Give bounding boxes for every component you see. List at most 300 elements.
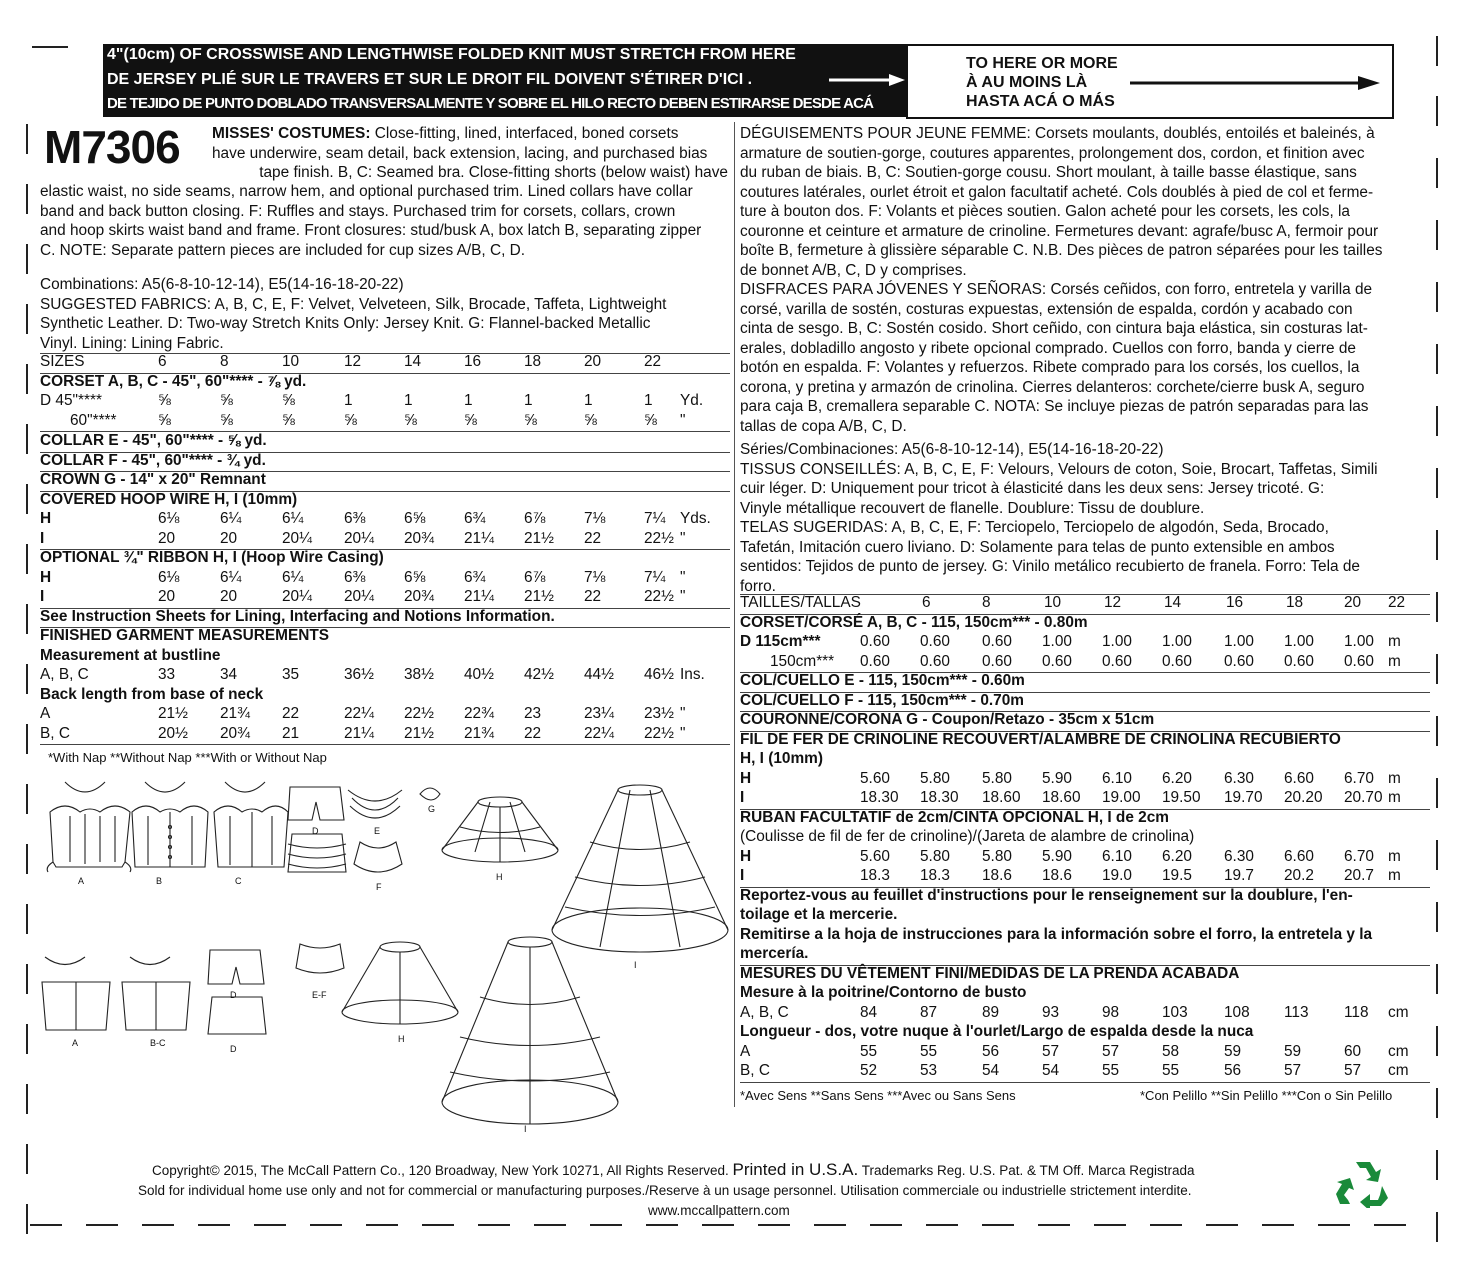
table-heading: RUBAN FACULTATIF de 2cm/CINTA OPCIONAL H, I de 2cm	[740, 808, 1169, 826]
table-heading: COURONNE/CORONA G - Coupon/Retazo - 35cm x 51cm	[740, 711, 1155, 728]
table-heading: Back length from base of neck	[40, 685, 264, 703]
dash-segment	[1318, 1224, 1350, 1226]
dash-segment	[702, 1224, 734, 1226]
table-cell: 20.7	[1344, 867, 1374, 884]
hoop-h-back-sketch	[342, 942, 458, 1024]
table-cell: 6¼	[220, 510, 242, 527]
arrow-right-icon	[1130, 75, 1380, 91]
description-text: forro.	[740, 577, 776, 595]
printed-in-text: Printed in U.S.A.	[732, 1160, 859, 1179]
dash-segment	[142, 1224, 174, 1226]
table-cell: cm	[1388, 1062, 1409, 1079]
size-header: 14	[1164, 594, 1182, 611]
suggested-fabrics: Synthetic Leather. D: Two-way Stretch Knits Only: Jersey Knit. G: Flannel-backed Metallic	[40, 315, 651, 332]
dash-segment	[926, 1224, 958, 1226]
table-cell: cm	[1388, 1003, 1409, 1021]
table-cell: 93	[1042, 1003, 1060, 1021]
table-cell: 40½	[464, 666, 494, 683]
table-cell: 5.80	[920, 847, 950, 865]
dash-segment	[26, 124, 28, 154]
row-label: A, B, C	[740, 1003, 789, 1021]
table-cell: 20¼	[344, 588, 374, 605]
table-cell: m	[1388, 652, 1401, 670]
description-text: DÉGUISEMENTS POUR JEUNE FEMME: Corsets moulants, doublés, entoilés et baleinés, à	[740, 125, 1375, 142]
row-label: B, C	[740, 1062, 770, 1079]
hoop-skirt-i-sketch	[552, 785, 728, 952]
table-heading: FINISHED GARMENT MEASUREMENTS	[40, 627, 330, 644]
dash-segment	[1436, 902, 1438, 932]
row-label: TAILLES/TALLAS	[740, 594, 861, 611]
row-label: A	[40, 705, 51, 722]
dash-segment	[198, 1224, 230, 1226]
table-cell: 6⅞	[524, 568, 546, 586]
table-cell: "	[680, 705, 686, 722]
size-header: 14	[404, 353, 422, 370]
description-text: and hoop skirts waist band and frame. Front closures: stud/busk A, box latch B, separating zipper	[40, 222, 702, 239]
table-cell: 6¼	[282, 510, 304, 527]
size-header: 16	[1226, 594, 1244, 611]
size-header: 6	[158, 353, 167, 370]
table-cell: 21¼	[464, 588, 494, 605]
table-cell: 20	[158, 529, 176, 547]
table-cell: 5.80	[982, 847, 1012, 865]
combinations: Combinations: A5(6-8-10-12-14), E5(14-16-18-20-22)	[40, 276, 404, 293]
table-cell: 6⅝	[404, 568, 426, 586]
table-heading: Reportez-vous au feuillet d'instructions pour le renseignement sur la doublure, l'en-	[740, 886, 1353, 904]
description-title: MISSES' COSTUMES:	[212, 125, 371, 142]
dash-segment	[26, 184, 28, 214]
row-label: B, C	[40, 724, 70, 742]
dash-segment	[86, 1224, 118, 1226]
divider	[740, 1082, 1430, 1083]
table-cell: 118	[1344, 1003, 1369, 1021]
table-cell: 19.70	[1224, 789, 1263, 806]
sketch-label: D	[230, 1044, 237, 1054]
table-cell: Ins.	[680, 666, 705, 683]
table-cell: 22½	[644, 588, 674, 605]
description-text: Tafetán, Imitación cuero liviano. D: Solamente para telas de punto extensible en ambos	[740, 538, 1335, 556]
description-text: have underwire, seam detail, back extension, lacing, and purchased bias	[212, 144, 708, 162]
table-cell: ⅝	[464, 411, 477, 429]
row-label: A, B, C	[40, 666, 89, 683]
table-cell: 0.60	[1042, 652, 1072, 670]
table-heading: COL/CUELLO F - 115, 150cm*** - 0.70m	[740, 691, 1024, 709]
description-text: tallas de copa A/B, C, D.	[740, 417, 907, 435]
table-cell: ⅝	[220, 392, 233, 409]
table-cell: 89	[982, 1003, 1000, 1021]
description-text: ture à bouton dos. F: Volants et pièces soutien. Galon acheté pour les corsets, les cols, la	[740, 203, 1350, 220]
table-cell: 33	[158, 666, 176, 683]
table-cell: 19.50	[1162, 789, 1201, 806]
dash-segment	[1094, 1224, 1126, 1226]
table-cell: 20.2	[1284, 867, 1314, 884]
table-cell: 23½	[644, 705, 674, 722]
table-cell: 55	[1162, 1062, 1180, 1079]
target-line-fr: À AU MOINS LÀ	[966, 74, 1088, 91]
table-cell: 0.60	[982, 633, 1012, 650]
stretch-line-es: DE TEJIDO DE PUNTO DOBLADO TRANSVERSALMENTE Y SOBRE EL HILO RECTO DEBEN ESTIRARSE DESDE ACÁ	[107, 95, 874, 112]
table-cell: 6.30	[1224, 769, 1254, 787]
table-cell: 0.60	[860, 633, 890, 650]
sketch-label: H	[496, 872, 503, 882]
table-cell: m	[1388, 867, 1401, 884]
table-cell: 20¼	[344, 529, 374, 547]
table-cell: 1	[524, 392, 533, 409]
stretch-line-en: 4"(10cm) OF CROSSWISE AND LENGTHWISE FOLDED KNIT MUST STRETCH FROM HERE	[107, 46, 796, 63]
dash-segment	[1436, 158, 1438, 188]
table-cell: 21½	[524, 588, 554, 605]
recycle-icon	[1336, 1158, 1390, 1208]
size-header: 10	[282, 353, 300, 370]
table-heading: MESURES DU VÊTEMENT FINI/MEDIDAS DE LA PRENDA ACABADA	[740, 964, 1240, 982]
table-cell: 22	[584, 588, 602, 605]
english-fabrics	[40, 275, 730, 353]
table-cell: 6.10	[1102, 847, 1132, 865]
table-cell: 7⅛	[584, 510, 606, 527]
table-cell: 23¼	[584, 705, 614, 722]
dash-segment	[534, 1224, 566, 1226]
english-description-body	[40, 182, 730, 260]
divider	[40, 744, 730, 745]
dash-segment	[26, 1144, 28, 1174]
table-cell: 60	[1344, 1042, 1362, 1060]
table-cell: 55	[1102, 1062, 1120, 1079]
french-spanish-description	[740, 124, 1430, 596]
sketch-label: C	[235, 876, 242, 886]
description-text: para caja B, cremallera separable C. NOTA: Se incluye piezas de patrón separadas para las	[740, 398, 1369, 415]
size-header: 18	[1286, 594, 1304, 611]
table-cell: 1	[404, 392, 413, 409]
table-cell: 5.90	[1042, 847, 1072, 865]
dash-segment	[982, 1224, 1014, 1226]
row-label: I	[740, 789, 745, 806]
corset-bc-back-sketch	[122, 957, 190, 1030]
table-cell: 22½	[644, 529, 674, 547]
table-cell: 54	[982, 1062, 1000, 1079]
table-cell: cm	[1388, 1042, 1409, 1060]
table-cell: 21¾	[464, 724, 494, 742]
dash-segment	[366, 1224, 398, 1226]
table-row	[0, 412, 730, 432]
table-cell: 21¾	[220, 705, 250, 722]
sketch-label: E	[374, 826, 381, 836]
table-cell: 20¾	[404, 588, 434, 605]
table-row	[0, 594, 1440, 614]
table-cell: Yds.	[680, 510, 711, 527]
table-cell: 21¼	[464, 529, 494, 547]
table-heading: mercería.	[740, 945, 809, 962]
sketch-label: A	[72, 1038, 79, 1048]
dash-segment	[1436, 220, 1438, 250]
dash-segment	[1206, 1224, 1238, 1226]
table-cell: 0.60	[1102, 652, 1132, 670]
table-cell: m	[1388, 847, 1401, 865]
dash-segment	[30, 1224, 62, 1226]
row-label: D 45"****	[40, 392, 102, 409]
table-heading: Measurement at bustline	[40, 646, 221, 664]
hoop-skirt-h-sketch	[442, 797, 558, 862]
table-cell: 54	[1042, 1062, 1060, 1079]
table-cell: 22¾	[464, 705, 494, 722]
table-cell: "	[680, 724, 686, 742]
table-heading: CROWN G - 14" x 20" Remnant	[40, 471, 266, 488]
table-heading: Longueur - dos, votre nuque à l'ourlet/Largo de espalda desde la nuca	[740, 1023, 1254, 1040]
footer-website: www.mccallpattern.com	[648, 1203, 790, 1218]
table-cell: 6.30	[1224, 847, 1254, 865]
dash-segment	[1150, 1224, 1182, 1226]
stretch-line-fr: DE JERSEY PLIÉ SUR LE TRAVERS ET SUR LE DROIT FIL DOIVENT S'ÉTIRER D'ICI .	[107, 71, 753, 88]
size-header: 18	[524, 353, 542, 370]
sketch-label: I	[524, 1124, 527, 1134]
description-text: interfaced, boned corsets	[505, 125, 679, 142]
table-cell: 7¼	[644, 510, 666, 527]
table-cell: 46½	[644, 666, 674, 683]
dash-segment	[646, 1224, 678, 1226]
table-cell: 7¼	[644, 568, 666, 586]
table-cell: 6⅛	[158, 510, 180, 527]
table-cell: 0.60	[982, 652, 1012, 670]
table-cell: 52	[860, 1062, 878, 1079]
hoop-i-back-sketch	[442, 937, 618, 1124]
table-cell: 55	[920, 1042, 938, 1060]
table-cell: 22	[282, 705, 300, 722]
table-cell: 108	[1224, 1003, 1250, 1021]
table-cell: 55	[860, 1042, 878, 1060]
table-cell: ⅝	[282, 392, 295, 409]
table-cell: 57	[1102, 1042, 1120, 1060]
target-line-es: HASTA ACÁ O MÁS	[966, 93, 1115, 110]
table-cell: 0.60	[920, 652, 950, 670]
pelillo-note: *Con Pelillo **Sin Pelillo ***Con o Sin Pelillo	[1140, 1088, 1393, 1103]
table-cell: 1.00	[1344, 633, 1374, 650]
description-text: band and back button closing. F: Ruffles and stays. Purchased trim for corsets, collars, crown	[40, 202, 676, 220]
table-cell: 18.3	[920, 867, 950, 884]
table-cell: 20	[220, 588, 238, 605]
description-text: du ruban de biais. B, C: Soutien-gorge cousu. Short moulant, à taille basse élastique, sans	[740, 164, 1357, 181]
sketch-label: B-C	[150, 1038, 166, 1048]
table-cell: 18.60	[982, 789, 1021, 806]
dash-segment	[758, 1224, 790, 1226]
table-cell: 0.60	[1284, 652, 1314, 670]
table-cell: 6⅜	[344, 568, 366, 586]
size-header: 22	[1388, 594, 1406, 611]
table-row	[0, 569, 730, 589]
table-cell: 18.30	[860, 789, 899, 806]
table-row	[0, 653, 1440, 673]
stretch-gauge-banner	[103, 44, 906, 117]
table-heading: FIL DE FER DE CRINOLINE RECOUVERT/ALAMBRE DE CRINOLINA RECUBIERTO	[740, 730, 1341, 748]
pattern-number: M7306	[44, 121, 180, 173]
description-text: erales, dobladillo angosto y ribete opcional comprado. Cuellos con forro, banda y cierre de	[740, 339, 1356, 357]
table-cell: 44½	[584, 666, 614, 683]
table-cell: 98	[1102, 1003, 1120, 1021]
table-cell: 35	[282, 666, 300, 683]
description-text: elastic waist, no side seams, narrow hem, and optional purchased trim. Lined collars have collar	[40, 183, 693, 200]
table-cell: 1.00	[1224, 633, 1254, 650]
table-cell: 20¼	[282, 529, 312, 547]
description-text: couronne et ceinture et armature de crinoline. Fermetures devant: agrafe/busc A, fermoir pour	[740, 222, 1379, 240]
corset-a-back-sketch	[42, 957, 110, 1030]
row-label: I	[740, 867, 745, 884]
table-cell: 6¾	[464, 510, 486, 527]
dash-segment	[26, 904, 28, 934]
table-cell: ⅝	[524, 411, 537, 429]
size-header: 16	[464, 353, 482, 370]
table-cell: 34	[220, 666, 238, 683]
table-cell: 19.5	[1162, 867, 1192, 884]
sketch-label: D	[312, 826, 319, 836]
table-cell: 19.00	[1102, 789, 1141, 806]
table-cell: 1	[644, 392, 653, 409]
table-cell: 20	[220, 529, 238, 547]
table-cell: 20.70	[1344, 789, 1383, 806]
size-header: 12	[344, 353, 362, 370]
dash-segment	[1436, 406, 1438, 436]
description-text: C. NOTE: Separate pattern pieces are included for cup sizes A/B, C, D.	[40, 241, 526, 259]
collar-e-sketch	[348, 790, 402, 818]
table-cell: 5.80	[920, 769, 950, 787]
table-cell: "	[680, 568, 686, 586]
table-heading: COLLAR E - 45", 60"**** - ⅝ yd.	[40, 432, 267, 449]
row-label: I	[40, 588, 45, 605]
table-cell: 18.6	[1042, 867, 1072, 884]
table-cell: 21½	[524, 529, 554, 547]
crown-g-sketch	[420, 788, 440, 800]
table-cell: 5.90	[1042, 769, 1072, 787]
dash-segment	[1262, 1224, 1294, 1226]
table-cell: 23	[524, 705, 542, 722]
description-text: corona, y pretina y armazón de crinolina. Cierres delanteros: corchete/cierre busk A, seguro	[740, 378, 1365, 396]
table-cell: 20½	[158, 724, 188, 742]
table-cell: 57	[1042, 1042, 1060, 1060]
sketch-label: A	[78, 876, 85, 886]
table-cell: 21¼	[344, 724, 374, 742]
table-cell: 18.6	[982, 867, 1012, 884]
dash-segment	[310, 1224, 342, 1226]
dash-segment	[478, 1224, 510, 1226]
table-cell: 57	[1344, 1062, 1362, 1079]
table-cell: 1.00	[1102, 633, 1132, 650]
corset-c-sketch	[214, 782, 288, 867]
table-cell: 1	[584, 392, 593, 409]
size-header: 8	[220, 353, 229, 370]
table-cell: 1	[464, 392, 473, 409]
collar-ef-back-sketch	[296, 944, 344, 973]
table-cell: 6.20	[1162, 769, 1192, 787]
table-cell: "	[680, 529, 686, 547]
row-label: 150cm***	[770, 652, 835, 670]
table-cell: 18.60	[1042, 789, 1081, 806]
sketch-label: I	[634, 960, 637, 970]
table-heading: toilage et la mercerie.	[740, 906, 898, 923]
table-row	[0, 353, 730, 373]
table-heading: See Instruction Sheets for Lining, Interfacing and Notions Information.	[40, 607, 555, 625]
table-cell: 22	[524, 724, 542, 742]
table-cell: 87	[920, 1003, 938, 1021]
table-cell: ⅝	[158, 411, 171, 429]
footer-sold: Sold for individual home use only and not for commercial or manufacturing purposes./Reserve à un usage personnel. Utilisation commerciale ou industrielle strictement interdite.	[138, 1183, 1192, 1198]
dash-segment	[1436, 1212, 1438, 1242]
table-cell: 7⅛	[584, 568, 606, 586]
table-cell: 6¼	[282, 568, 304, 586]
table-row	[0, 633, 1440, 653]
table-cell: 6.70	[1344, 847, 1374, 865]
sketch-label: G	[428, 804, 436, 814]
table-cell: 53	[920, 1062, 938, 1079]
table-cell: 5.60	[860, 769, 890, 787]
table-cell: 22½	[644, 724, 674, 742]
suggested-fabrics: Vinyl. Lining: Lining Fabric.	[40, 334, 224, 352]
size-header: 8	[982, 594, 991, 611]
table-cell: 6¼	[220, 568, 242, 586]
table-heading: OPTIONAL ¾" RIBBON H, I (Hoop Wire Casing)	[40, 549, 384, 566]
table-cell: 6¾	[464, 568, 486, 586]
row-label: 60"****	[70, 411, 117, 429]
dash-segment	[422, 1224, 454, 1226]
table-cell: ⅝	[282, 411, 295, 429]
table-cell: 5.60	[860, 847, 890, 865]
row-label: H	[740, 769, 752, 787]
dash-segment	[870, 1224, 902, 1226]
size-header: 6	[922, 594, 931, 611]
row-label: D 115cm***	[740, 633, 821, 650]
nap-note: *With Nap **Without Nap ***With or Without Nap	[48, 750, 327, 765]
shorts-d-back-sketch	[208, 950, 266, 1034]
table-row	[0, 510, 730, 530]
description-text: sentidos: Tejidos de punto de jersey. G: Vinilo metálico recubierto de franela. Forro: Tela de	[740, 558, 1360, 575]
table-cell: 1	[344, 392, 353, 409]
size-header: 22	[644, 353, 662, 370]
table-cell: 22¼	[344, 705, 374, 722]
description-text: DISFRACES PARA JÓVENES Y SEÑORAS: Corsés ceñidos, con forro, entretela y varilla de	[740, 281, 1373, 298]
description-text: cuir léger. D: Uniquement pour tricot à élasticité dans les deux sens: Jersey tricoté. G:	[740, 480, 1325, 497]
garment-line-drawings	[30, 772, 730, 1144]
table-cell: 0.60	[1224, 652, 1254, 670]
table-cell: 103	[1162, 1003, 1188, 1021]
dash-segment	[1436, 1150, 1438, 1180]
sketch-label: F	[376, 882, 382, 892]
dash-segment	[1038, 1224, 1070, 1226]
target-line-en: TO HERE OR MORE	[966, 55, 1118, 72]
corset-b-sketch	[132, 782, 208, 867]
description-text: cinta de sesgo. B, C: Sostén cosido. Short ceñido, con cintura baja elástica, sin costuras lat-	[740, 320, 1368, 337]
dash-segment	[1436, 530, 1438, 560]
table-cell: 38½	[404, 666, 434, 683]
size-header: 10	[1044, 594, 1062, 611]
table-cell: 84	[860, 1003, 878, 1021]
table-cell: ⅝	[220, 411, 233, 429]
description-text: coutures latérales, ourlet étroit et galon facultatif acheté. Cols doublés à pied de col et ferme-	[740, 183, 1374, 201]
size-header: 12	[1104, 594, 1122, 611]
footer-copyright	[152, 1160, 1195, 1180]
sketch-label: D	[230, 990, 237, 1000]
dash-segment	[254, 1224, 286, 1226]
row-label: H	[40, 510, 52, 527]
table-cell: 21½	[404, 724, 434, 742]
table-cell: 0.60	[1344, 652, 1374, 670]
table-cell: 6⅜	[344, 510, 366, 527]
table-cell: 0.60	[920, 633, 950, 650]
table-cell: m	[1388, 633, 1401, 650]
table-heading: H, I (10mm)	[740, 750, 823, 767]
description-text: tape finish. B, C: Seamed bra. Close-fitting shorts (below waist) have	[259, 164, 728, 181]
description-text: botón en espalda. F: Volantes y refuerzos. Ribete comprado para los corsés, los cuellos, la	[740, 359, 1360, 376]
table-cell: 59	[1224, 1042, 1242, 1060]
dash-segment	[1374, 1224, 1406, 1226]
table-cell: 21	[282, 724, 300, 742]
description-text: Vinyle métallique recouvert de flanelle. Doublure: Tissu de doublure.	[740, 499, 1205, 517]
table-cell: "	[680, 411, 686, 429]
